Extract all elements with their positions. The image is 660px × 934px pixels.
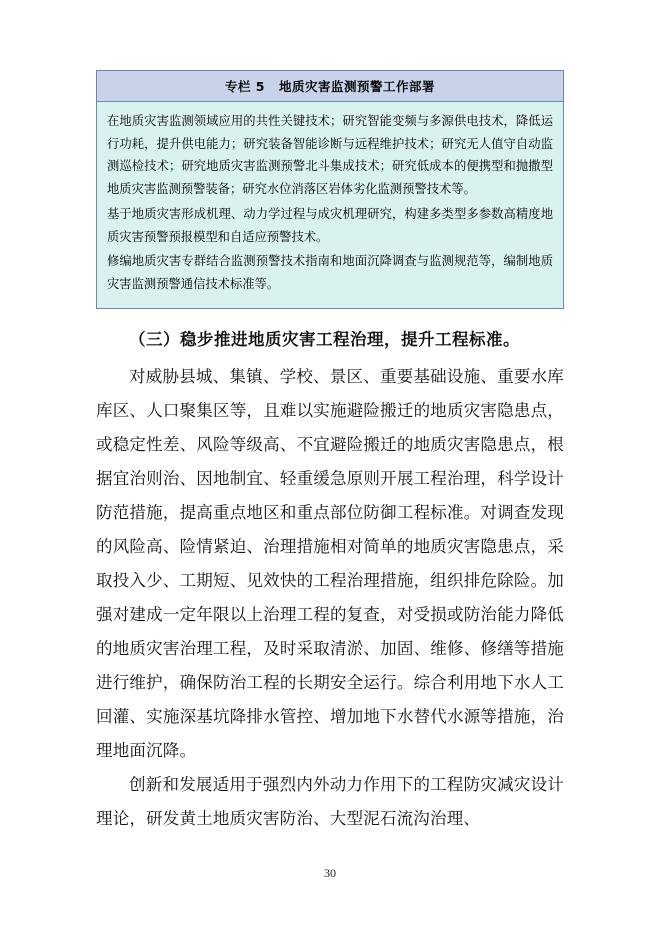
callout-box-body xyxy=(97,102,563,308)
section-heading: （三）稳步推进地质灾害工程治理，提升工程标准。 xyxy=(129,329,520,349)
callout-paragraph: 修编地质灾害专群结合监测预警技术指南和地面沉降调查与监测规范等，编制地质灾害监测预警通信技术标准等。 xyxy=(107,254,553,292)
callout-paragraph: 基于地质灾害形成机理、动力学过程与成灾机理研究，构建多类型多参数高精度地质灾害预警预报模型和自适应预警技术。 xyxy=(107,206,553,244)
callout-box-title-text: 地质灾害监测预警工作部署 xyxy=(279,79,436,94)
callout-box-title xyxy=(97,71,563,102)
page-number: 30 xyxy=(324,866,336,880)
page-content xyxy=(96,70,564,836)
body-paragraph: 创新和发展适用于强烈内外动力作用下的工程防灾减灾设计理论，研发黄土地质灾害防治、大型泥石流沟治理、 xyxy=(96,774,564,828)
callout-paragraph: 在地质灾害监测领域应用的共性关键技术；研究智能变频与多源供电技术，降低运行功耗，提升供电能力；研究装备智能诊断与远程维护技术；研究无人值守自动监测巡检技术；研究地质灾害监测预警北斗集成技术；研究低成本的便携型和抛撒型地质灾害监测预警装备；研究水位消落区岩体劣化监测预警技术等。 xyxy=(107,114,553,197)
body-paragraph: 对威胁县城、集镇、学校、景区、重要基础设施、重要水库库区、人口聚集区等，且难以实施避险搬迁的地质灾害隐患点，或稳定性差、风险等级高、不宜避险搬迁的地质灾害隐患点，根据宜治则治、因地制宜、轻重缓急原则开展工程治理，科学设计防范措施，提高重点地区和重点部位防御工程标准。对调查发现的风险高、险情紧迫、治理措施相对简单的地质灾害隐患点，采取投入少、工期短、见效快的工程治理措施，组织排危除险。加强对建成一定年限以上治理工程的复查，对受损或防治能力降低的地质灾害治理工程，及时采取清淤、加固、维修、修缮等措施进行维护，确保防治工程的长期安全运行。综合利用地下水人工回灌、实施深基坑降排水管控、增加地下水替代水源等措施，治理地面沉降。 xyxy=(96,366,564,760)
callout-box xyxy=(96,70,564,309)
callout-box-number: 专栏 5 xyxy=(224,79,266,94)
